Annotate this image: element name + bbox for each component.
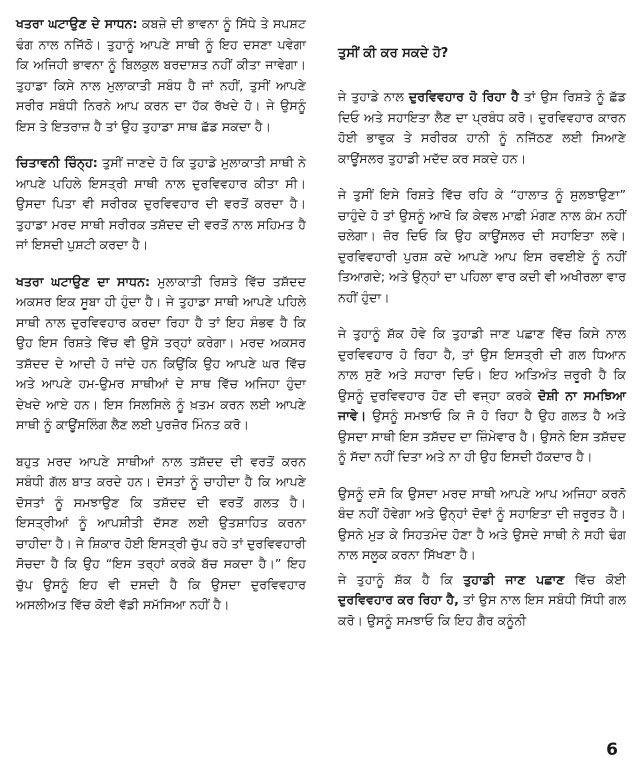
right-column bbox=[338, 14, 626, 647]
risk-reduction-heading-1: ਖਤਰਾ ਘਟਾਉਣ ਦੇ ਸਾਧਨ: bbox=[16, 16, 138, 31]
left-column bbox=[16, 14, 306, 632]
risk-reduction-paragraph-1 bbox=[16, 14, 306, 137]
suspect-abuse-paragraph bbox=[338, 324, 626, 468]
emphasis-text: ਦੁਰਵਿਵਹਾਰ ਹੋ ਰਿਹਾ ਹੈ bbox=[408, 89, 519, 104]
paragraph-text: ਉਸਨੂੰ ਸਮਝਾਓ ਕਿ ਜੋ ਹੋ ਰਿਹਾ ਹੈ ਉਹ ਗਲਤ ਹੈ ਅਤੇ ਉਸਦਾ ਸਾਥੀ ਇਸ ਤਸ਼ੱਦਦ ਦਾ ਜ਼ਿੰਮੇਵਾਰ ਹੈ। ਉਸਨੇ ਇਸ ਤਸ਼ੱਦਦ ਨੂੰ ਸੱਦਾ ਨਹੀਂ ਦਿਤਾ ਅਤੇ ਨਾ ਹੀ ਉਹ ਇਸਦੀ ਹੱਕਦਾਰ ਹੈ। bbox=[338, 408, 626, 464]
suspect-abuser-paragraph bbox=[338, 570, 626, 632]
warning-signs-text: ਤੁਸੀਂ ਜਾਣਦੇ ਹੋ ਕਿ ਤੁਹਾਡੇ ਮੁਲਾਕਾਤੀ ਸਾਥੀ ਨੇ ਆਪਣੇ ਪਹਿਲੇ ਇਸਤ੍ਰੀ ਸਾਥੀ ਨਾਲ ਦੁਰਵਿਵਹਾਰ ਕੀਤਾ ਸੀ। ਉਸਦਾ ਪਿਤਾ ਵੀ ਸਰੀਰਕ ਦੁਰਵਿਵਹਾਰ ਦੀ ਵਰਤੋਂ ਕਰਦਾ ਹੈ। ਤੁਹਾਡਾ ਮਰਦ ਸਾਥੀ ਸਰੀਰਕ ਤਸ਼ੱਦਦ ਦੀ ਵਰਤੋਂ ਨਾਲ ਸਹਿਮਤ ਹੈ ਜਾਂ ਇਸਦੀ ਪੁਸ਼ਟੀ ਕਰਦਾ ਹੈ। bbox=[16, 155, 306, 252]
tell-her-paragraph: ਉਸਨੂੰ ਦਸੋ ਕਿ ਉਸਦਾ ਮਰਦ ਸਾਥੀ ਆਪਣੇ ਆਪ ਅਜਿਹਾ ਕਰਨੋ ਬੰਦ ਨਹੀਂ ਹੋਵੇਗਾ ਅਤੇ ਉਨ੍ਹਾਂ ਦੋਵਾਂ ਨੂੰ ਸਹਾਇਤਾ ਦੀ ਜ਼ਰੂਰਤ ਹੈ। ਉਸਨੇ ਮੁੜ ਕੇ ਸਿਹਤਮੰਦ ਹੋਣਾ ਹੈ ਅਤੇ ਉਸਦੇ ਸਾਥੀ ਨੇ ਸਹੀ ਢੰਗ ਨਾਲ ਸਲੂਕ ਕਰਨਾ ਸਿੱਖਣਾ ਹੈ। bbox=[338, 485, 626, 562]
warning-signs-paragraph bbox=[16, 153, 306, 256]
paragraph-text: ਜੇ ਤੁਹਾਨੂੰ ਸ਼ੱਕ ਹੋਵੇ ਕਿ ਤੁਹਾਡੀ ਜਾਣ ਪਛਾਣ ਵਿੱਚ ਕਿਸੇ ਨਾਲ ਦੁਰਵਿਵਹਾਰ ਹੋ ਰਿਹਾ ਹੈ, ਤਾਂ ਉਸ ਇਸਤ੍ਰੀ ਦੀ ਗਲ ਧਿਆਨ ਨਾਲ ਸੁਣੋ ਅਤੇ ਸਹਾਰਾ ਦਿਓ। ਇਹ ਅਤਿਅੰਤ ਜ਼ਰੂਰੀ ਹੈ ਕਿ ਉਸਨੂੰ ਦੁਰਵਿਵਹਾਰ ਹੋਣ ਦੀ ਵਜ੍ਹਾ ਕਰਕੇ bbox=[338, 326, 626, 403]
risk-reduction-paragraph-2 bbox=[16, 272, 306, 436]
paragraph-text: ਜੇ ਤੁਹਾਨੂੰ ਸ਼ੱਕ ਹੈ ਕਿ bbox=[338, 571, 464, 587]
paragraph-text: ਤਾਂ ਉਸ ਰਿਸ਼ਤੇ ਨੂੰ ਛੱਡ ਦਿਓ ਅਤੇ ਸਹਾਇਤਾ ਲੈਣ ਦਾ ਪ੍ਰਬੰਧ ਕਰੋ। ਦੁਰਵਿਵਹਾਰ ਕਾਰਨ ਹੋਈ ਭਾਵੁਕ ਤੇ ਸਰੀਰਕ ਹਾਨੀ ਨੂੰ ਨਜਿੱਠਣ ਲਈ ਸਿਆਣੇ ਕਾਊਂਸਲਰ ਤੁਹਾਡੀ ਮਦੱਦ ਕਰ ਸਕਦੇ ਹਨ। bbox=[338, 89, 626, 166]
emphasis-text: ਦੋਸ਼ੀ ਨਾ ਸਮਝਿਆ ਜਾਵੇ। bbox=[338, 387, 626, 423]
risk-reduction-text-2: ਮੁਲਾਕਾਤੀ ਰਿਸ਼ਤੇ ਵਿੱਚ ਤਸ਼ੱਦਦ ਅਕਸਰ ਇਕ ਸੂਬਾ ਹੀ ਹੁੰਦਾ ਹੈ। ਜੇ ਤੁਹਾਡਾ ਸਾਥੀ ਆਪਣੇ ਪਹਿਲੇ ਸਾਥੀ ਨਾਲ ਦੁਰਵਿਵਹਾਰ ਕਰਦਾ ਰਿਹਾ ਹੈ ਤਾਂ ਇਹ ਸੰਭਵ ਹੈ ਕਿ ਉਹ ਇਸ ਰਿਸ਼ਤੇ ਵਿੱਚ ਵੀ ਉਸੇ ਤਰ੍ਹਾਂ ਕਰੇਗਾ। ਮਰਦ ਅਕਸਰ ਤਸ਼ੱਦਦ ਦੇ ਆਦੀ ਹੋ ਜਾਂਦੇ ਹਨ ਕਿਉਂਕਿ ਉਹ ਆਪਣੇ ਘਰ ਵਿੱਚ ਅਤੇ ਆਪਣੇ ਹਮ-ਉਮਰ ਸਾਥੀਆਂ ਦੇ ਸਾਥ ਵਿੱਚ ਅਜਿਹਾ ਹੁੰਦਾ ਦੇਖਦੇ ਆਏ ਹਨ। ਇਸ ਸਿਲਸਿਲੇ ਨੂੰ ਖ਼ਤਮ ਕਰਨ ਲਈ ਆਪਣੇ ਸਾਥੀ ਨੂੰ ਕਾਊਂਸਲਿੰਗ ਲੈਣ ਲਈ ਪੁਰਜ਼ੋਰ ਮਿੰਨਤ ਕਰੋ। bbox=[16, 273, 306, 432]
page-number: 6 bbox=[606, 740, 618, 760]
risk-reduction-text-1: ਕਬਜ਼ੇ ਦੀ ਭਾਵਨਾ ਨੂੰ ਸਿੱਧੇ ਤੇ ਸਪਸ਼ਟ ਢੰਗ ਨਾਲ ਨਜਿੱਠੋ। ਤੁਹਾਨੂੰ ਆਪਣੇ ਸਾਥੀ ਨੂੰ ਇਹ ਦਸਣਾ ਪਵੇਗਾ ਕਿ ਅਜਿਹੀ ਭਾਵਨਾ ਨੂੰ ਬਿਲਕੁਲ ਬਰਦਾਸ਼ਤ ਨਹੀਂ ਕੀਤਾ ਜਾਵੇਗਾ। ਤੁਹਾਡਾ ਕਿਸੇ ਨਾਲ ਮੁਲਾਕਾਤੀ ਸਬੰਧ ਹੈ ਜਾਂ ਨਹੀਂ, ਤੁਸੀਂ ਆਪਣੇ ਸਰੀਰ ਸਬੰਧੀ ਨਿਰਨੇ ਆਪ ਕਰਨ ਦਾ ਹੱਕ ਰੱਖਦੇ ਹੋ। ਜੇ ਉਸਨੂੰ ਇਸ ਤੇ ਇਤਰਾਜ਼ ਹੈ ਤਾਂ ਉਹ ਤੁਹਾਡਾ ਸਾਥ ਛੱਡ ਸਕਦਾ ਹੈ। bbox=[16, 16, 306, 134]
what-you-can-do-heading: ਤੁਸੀਂ ਕੀ ਕਰ ਸਕਦੇ ਹੋ? bbox=[338, 46, 449, 61]
stay-in-relationship-paragraph: ਜੇ ਤੁਸੀਂ ਇਸੇ ਰਿਸ਼ਤੇ ਵਿੱਚ ਰਹਿ ਕੇ “ਹਾਲਾਤ ਨੂੰ ਸੁਲਝਾਉਣਾ” ਚਾਹੁੰਦੇ ਹੋ ਤਾਂ ਉਸਨੂੰ ਆਖੋ ਕਿ ਕੇਵਲ ਮਾਫ਼ੀ ਮੰਗਣ ਨਾਲ ਕੰਮ ਨਹੀਂ ਚਲੇਗਾ। ਜ਼ੋਰ ਦਿਓ ਕਿ ਉਹ ਕਾਊਂਸਲਰ ਦੀ ਸਹਾਇਤਾ ਲਵੇ। ਦੁਰਵਿਵਹਾਰੀ ਪੁਰਸ਼ ਕਦੇ ਆਪਣੇ ਆਪ ਇਸ ਰਵਈਏ ਨੂੰ ਨਹੀਂ ਤਿਆਗਦੇ; ਅਤੇ ਉਨ੍ਹਾਂ ਦਾ ਪਹਿਲਾ ਵਾਰ ਕਦੀ ਵੀ ਅਖੀਰਲਾ ਵਾਰ ਨਹੀਂ ਹੁੰਦਾ। bbox=[338, 187, 626, 305]
paragraph-text: ਵਿੱਚ ਕੋਈ bbox=[564, 571, 626, 587]
leave-relationship-paragraph bbox=[338, 87, 626, 169]
paragraph-text: ਤਾਂ ਉਸ ਨਾਲ ਇਸ ਸਬੰਧੀ ਸਿੱਧੀ ਗਲ ਕਰੋ। ਉਸਨੂੰ ਸਮਝਾਓ ਕਿ ਇਹ ਗੈਰ ਕਨੂੰਨੀ bbox=[338, 592, 627, 628]
emphasis-text: ਤੁਹਾਡੀ ਜਾਣ ਪਛਾਣ bbox=[463, 571, 565, 587]
friends-role-paragraph: ਬਹੁਤ ਮਰਦ ਆਪਣੇ ਸਾਥੀਆਂ ਨਾਲ ਤਸ਼ੱਦਦ ਦੀ ਵਰਤੋਂ ਕਰਨ ਸਬੰਧੀ ਗੱਲ ਬਾਤ ਕਰਦੇ ਹਨ। ਦੋਸਤਾਂ ਨੂੰ ਚਾਹੀਦਾ ਹੈ ਕਿ ਆਪਣੇ ਦੋਸਤਾਂ ਨੂੰ ਸਮਝਾਉਣ ਕਿ ਤਸ਼ੱਦਦ ਦੀ ਵਰਤੋਂ ਗਲਤ ਹੈ। ਇਸਤ੍ਰੀਆਂ ਨੂੰ ਆਪਸ਼ੀਤੀ ਦੱਸਣ ਲਈ ਉਤਸ਼ਾਹਿਤ ਕਰਨਾ ਚਾਹੀਦਾ ਹੈ। ਜੇ ਸ਼ਿਕਾਰ ਹੋਈ ਇਸਤ੍ਰੀ ਚੁੱਪ ਰਹੇ ਤਾਂ ਦੁਰਵਿਵਹਾਰੀ ਸੋਚਦਾ ਹੈ ਕਿ ਉਹ “ਇਸ ਤਰ੍ਹਾਂ ਕਰਕੇ ਬੱਚ ਸਕਦਾ ਹੈ।” ਇਹ ਚੁੱਪ ਉਸਨੂੰ ਇਹ ਵੀ ਦਸਦੀ ਹੈ ਕਿ ਉਸਦਾ ਦੁਰਵਿਵਹਾਰ ਅਸਲੀਅਤ ਵਿੱਚ ਕੋਈ ਵੱਡੀ ਸਮੱਸਿਆ ਨਹੀਂ ਹੈ। bbox=[16, 453, 306, 612]
warning-signs-heading: ਚਿਤਾਵਨੀ ਚਿੰਨ੍ਹ: bbox=[16, 155, 98, 170]
risk-reduction-heading-2: ਖਤਰਾ ਘਟਾਉਣ ਦਾ ਸਾਧਨ: bbox=[16, 273, 150, 289]
emphasis-text: ਦੁਰਵਿਵਹਾਰ ਕਰ ਰਿਹਾ ਹੈ, bbox=[338, 592, 459, 607]
paragraph-text: ਜੇ ਤੁਹਾਡੇ ਨਾਲ bbox=[338, 89, 409, 104]
